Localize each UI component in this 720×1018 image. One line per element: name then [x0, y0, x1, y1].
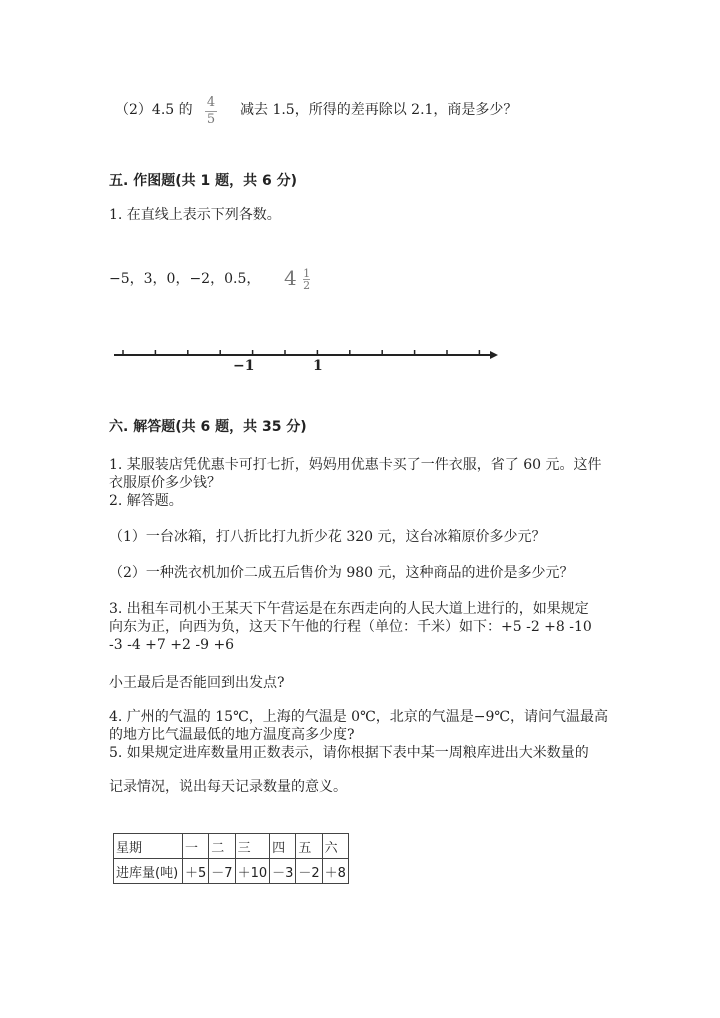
- line: 4. 广州的气温的 15℃，上海的气温是 0℃，北京的气温是−9℃，请问气温最高: [109, 709, 609, 725]
- table-cell: 星期: [114, 834, 183, 859]
- line: （1）一台冰箱，打八折比打九折少花 320 元，这台冰箱原价多少元？: [109, 529, 546, 545]
- whole: 4: [284, 266, 297, 290]
- line: 5. 如果规定进库数量用正数表示，请你根据下表中某一周粮库进出大米数量的: [109, 745, 589, 761]
- table-cell: ＋8: [322, 859, 348, 884]
- table-cell: －3: [270, 859, 296, 884]
- table-cell: 五: [296, 834, 322, 859]
- line: 3. 出租车司机小王某天下午营运是在东西走向的人民大道上进行的，如果规定: [109, 601, 589, 617]
- denominator: 5: [206, 112, 216, 127]
- fraction: [205, 96, 217, 127]
- line: 2. 解答题。: [109, 493, 183, 509]
- table-cell: 三: [235, 834, 270, 859]
- question: 1. 在直线上表示下列各数。: [109, 207, 281, 223]
- section-title: 六. 解答题(共 6 题，共 35 分): [109, 419, 307, 435]
- table-cell: 进库量(吨): [114, 859, 183, 884]
- line: 衣服原价多少钱？: [109, 475, 221, 491]
- table-cell: ＋5: [183, 859, 209, 884]
- numerator: 1: [303, 267, 311, 280]
- table-cell: 一: [183, 834, 209, 859]
- line: 1. 某服装店凭优惠卡可打七折，妈妈用优惠卡买了一件衣服，省了 60 元。这件: [109, 457, 602, 473]
- axis-label-one: 1: [313, 358, 323, 374]
- table-cell: －7: [209, 859, 235, 884]
- line: （2）一种洗衣机加价二成五后售价为 980 元，这种商品的进价是多少元？: [109, 565, 574, 581]
- line: 记录情况，说出每天记录数量的意义。: [109, 779, 347, 795]
- table-cell: －2: [296, 859, 322, 884]
- number-list: −5，3，0，−2，0.5，: [109, 271, 261, 287]
- q-text: （2）4.5 的: [115, 102, 193, 118]
- q-text: 减去 1.5，所得的差再除以 2.1，商是多少？: [240, 102, 518, 118]
- section-title: 五. 作图题(共 1 题，共 6 分): [109, 173, 297, 189]
- numerator: 4: [206, 95, 216, 110]
- mixed-number: [284, 266, 310, 291]
- table-cell: 六: [322, 834, 348, 859]
- table-cell: ＋10: [235, 859, 270, 884]
- table-header-row: [114, 834, 349, 859]
- line: -3 -4 +7 +2 -9 +6: [109, 637, 235, 653]
- axis-label-neg-one: −1: [233, 358, 255, 374]
- table-cell: 二: [209, 834, 235, 859]
- line: 小王最后是否能回到出发点?: [109, 675, 285, 691]
- line: 的地方比气温最低的地方温度高多少度?: [109, 727, 355, 743]
- table-row: [114, 859, 349, 884]
- number-line: [0, 340, 720, 370]
- arrow-head: [490, 351, 498, 359]
- data-table: [113, 833, 349, 884]
- table-cell: 四: [270, 834, 296, 859]
- denominator: 2: [303, 279, 311, 292]
- line: 向东为正，向西为负，这天下午他的行程（单位：千米）如下：+5 -2 +8 -10: [109, 619, 592, 635]
